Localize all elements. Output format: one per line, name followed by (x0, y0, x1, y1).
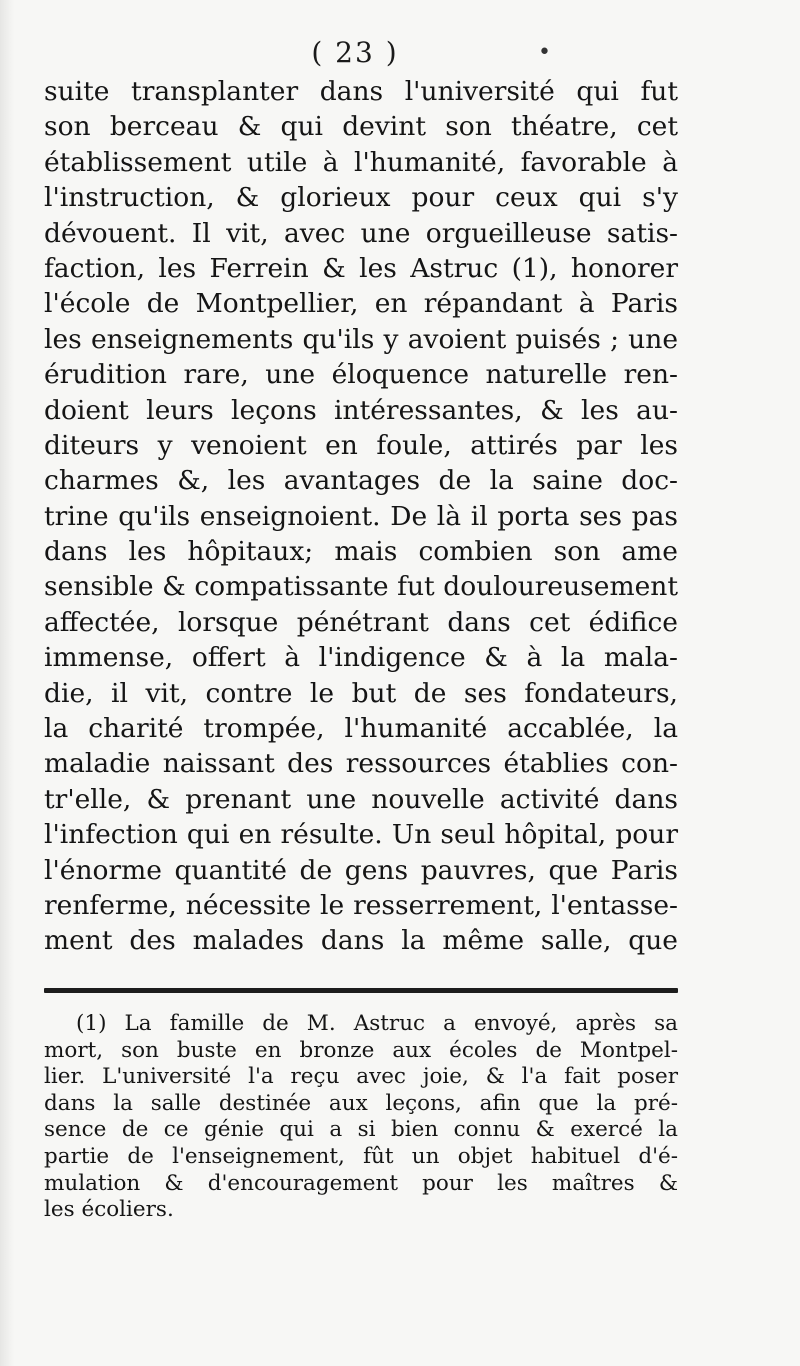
text-line: dans les hôpitaux; mais combien son ame (44, 536, 678, 568)
text-line: immense, offert à l'indigence & à la mala- (44, 642, 678, 674)
ink-dot-mark: • (538, 40, 551, 65)
text-line: l'école de Montpellier, en répandant à Paris (44, 288, 678, 320)
text-line: faction, les Ferrein & les Astruc (1), honorer (44, 252, 678, 284)
footnote-line: dans la salle destinée aux leçons, afin que la pré- (44, 1090, 678, 1116)
text-line: die, il vit, contre le but de ses fondateurs, (44, 677, 678, 709)
text-line: affectée, lorsque pénétrant dans cet édifice (44, 606, 678, 638)
footnote-line: les écoliers. (44, 1197, 174, 1223)
text-line: son berceau & qui devint son théatre, cet (44, 111, 678, 143)
text-line: charmes &, les avantages de la saine doc- (44, 465, 678, 497)
text-line: renferme, nécessite le resserrement, l'entasse- (44, 889, 678, 921)
footnote-line: mulation & d'encouragement pour les maîtres & (44, 1170, 678, 1196)
text-line: doient leurs leçons intéressantes, & les au- (44, 394, 678, 426)
footnote-line: partie de l'enseignement, fût un objet habituel d'é- (44, 1143, 678, 1169)
text-line: maladie naissant des ressources établies con- (44, 748, 678, 780)
text-line: dévouent. Il vit, avec une orgueilleuse satis- (44, 217, 678, 249)
text-line: sensible & compatissante fut douloureusement (44, 571, 678, 603)
text-line: l'énorme quantité de gens pauvres, que Paris (44, 854, 678, 886)
text-line: l'infection qui en résulte. Un seul hôpital, pour (44, 819, 678, 851)
text-line: l'instruction, & glorieux pour ceux qui s'y (44, 182, 678, 214)
text-line: trine qu'ils enseignoient. De là il porta ses pas (44, 500, 678, 532)
footnote-line: (1) La famille de M. Astruc a envoyé, après sa (76, 1011, 678, 1036)
footnote-line: sence de ce génie qui a si bien connu & exercé la (44, 1117, 678, 1143)
text-line: la charité trompée, l'humanité accablée, la (44, 713, 678, 745)
text-line: ment des malades dans la même salle, que (44, 925, 678, 957)
text-line: érudition rare, une éloquence naturelle ren- (44, 359, 678, 391)
text-line: les enseignements qu'ils y avoient puisés ; une (44, 323, 678, 355)
text-line: établissement utile à l'humanité, favorable à (44, 146, 678, 178)
footnote-line: lier. L'université l'a reçu avec joie, & l'a fait poser (44, 1064, 678, 1090)
body-text (44, 74, 678, 959)
page-gutter-shadow (0, 0, 14, 1366)
text-line: tr'elle, & prenant une nouvelle activité dans (44, 783, 678, 815)
text-line: diteurs y venoient en foule, attirés par les (44, 429, 678, 461)
footnote-line: mort, son buste en bronze aux écoles de Montpel- (44, 1037, 678, 1063)
footnote-divider-rule (44, 988, 678, 993)
page-number: ( 23 ) (311, 36, 399, 69)
text-line: suite transplanter dans l'université qui fut (44, 76, 678, 107)
footnote (44, 1011, 678, 1224)
